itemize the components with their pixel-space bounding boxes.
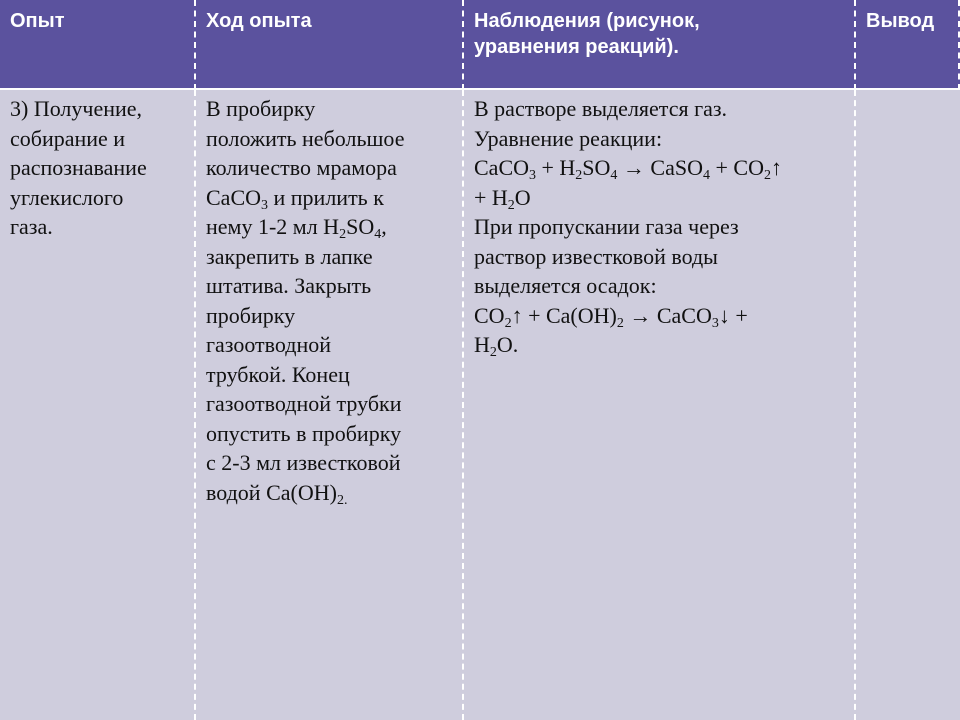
procedure-line: газоотводной: [206, 332, 332, 357]
header-observations-line1: Наблюдения (рисунок,: [474, 10, 700, 32]
reaction-equation-2-cont: $H_2O$.: [474, 332, 519, 360]
cell-procedure: [196, 90, 464, 720]
procedure-line: трубкой. Конец: [206, 361, 350, 387]
reaction-equation-1: CaCO$_3$ + $H_2SO_4$ → CaSO$_4$ + $CO_2↑$: [474, 155, 782, 183]
procedure-line: опустить в пробирку: [206, 420, 402, 446]
reaction-equation-2: $CO_2↑ + Ca(OH)_2$ → CaCO$_3$↓ +: [474, 302, 748, 331]
experiment-line: углекислого: [10, 184, 124, 210]
procedure-line: нему 1-2 мл $H_2SO_4$,: [206, 214, 387, 242]
procedure-line: В пробирку: [206, 96, 316, 121]
header-procedure-label: Ход опыта: [206, 10, 312, 32]
header-experiment-label: Опыт: [10, 10, 65, 32]
reaction-equation-1-cont: + $H_2O$: [474, 184, 531, 213]
experiment-line: 3) Получение,: [10, 96, 143, 121]
procedure-line: CaCO$_3$ и прилить к: [206, 184, 384, 213]
procedure-line: пробирку: [206, 302, 296, 328]
procedure-line: с 2-3 мл известковой: [206, 450, 401, 475]
cell-conclusion: [856, 90, 960, 720]
header-conclusion: [856, 0, 960, 90]
cell-experiment: [0, 90, 196, 720]
procedure-line: водой $Ca(OH)_{2.}$: [206, 479, 348, 508]
header-conclusion-label: Вывод: [866, 10, 935, 32]
procedure-line: газоотводной трубки: [206, 391, 402, 416]
cell-observations: [464, 90, 856, 720]
observation-line: выделяется осадок:: [474, 273, 657, 298]
procedure-line: положить небольшое: [206, 125, 405, 151]
header-experiment: [0, 0, 196, 90]
experiment-line: газа.: [10, 214, 53, 239]
header-observations: [464, 0, 856, 90]
header-observations-line2: уравнения реакций).: [474, 36, 679, 58]
observation-line: Уравнение реакции:: [474, 125, 663, 151]
procedure-line: количество мрамора: [206, 155, 397, 180]
experiment-line: собирание и: [10, 125, 126, 151]
header-procedure: [196, 0, 464, 90]
procedure-line: закрепить в лапке: [206, 243, 373, 269]
observation-line: При пропускании газа через: [474, 214, 739, 239]
observation-line: раствор известковой воды: [474, 243, 718, 269]
procedure-line: штатива. Закрыть: [206, 273, 372, 298]
experiment-line: распознавание: [10, 155, 147, 180]
observation-line: В растворе выделяется газ.: [474, 96, 728, 121]
